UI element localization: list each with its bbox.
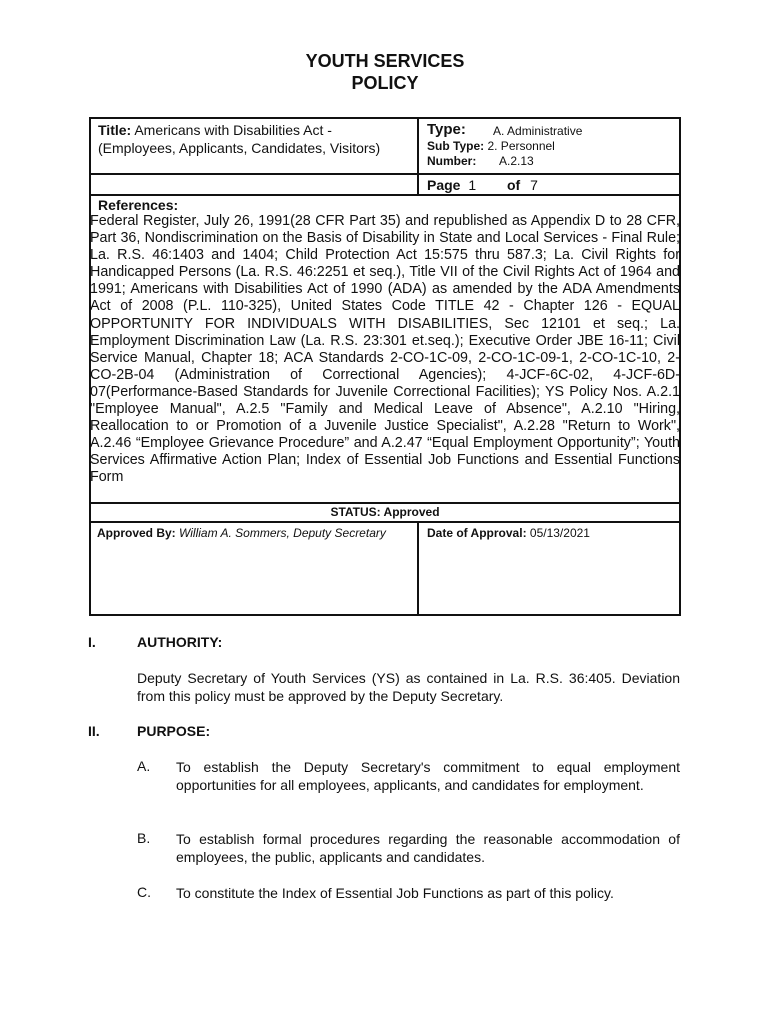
subtype-label: Sub Type: bbox=[427, 139, 485, 153]
date-of-approval-value: 05/13/2021 bbox=[529, 526, 590, 540]
approved-by-value: William A. Sommers, Deputy Secretary bbox=[179, 526, 386, 540]
purpose-item-c-letter: C. bbox=[137, 884, 151, 900]
references-text: Federal Register, July 26, 1991(28 CFR Part 35) and republished as Appendix D to 28 CFR, Part 36, Nondiscrimination on the Basis of Disability in State and Local Services - Final Rule; La. R.S. 46:1403 and 1404; Child Protection Act 15:575 thru 587.3; La. Civil Rights for Handicapped Persons (La. R.S. 46:2251 et seq.), Title VII of the Civil Rights Act of 1964 and 1991; Americans with Disabilities Act of 1990 (ADA) as amended by the ADA Amendments Act of 2008 (P.L. 110-325), United States Code TITLE 42 - Chapter 126 - EQUAL OPPORTUNITY FOR INDIVIDUALS WITH DISABILITIES, Sec 12101 et seq.; La. Employment Discrimination Law (La. R.S. 23:301 et.seq.); Executive Order JBE 16-11; Civil Service Manual, Chapter 18; ACA Standards 2-CO-1C-09, 2-CO-1C-09-1, 2-CO-1C-10, 2-CO-2B-04 (Administration of Correctional Agencies); 4-JCF-6C-02, 4-JCF-6D-07(Performance-Based Standards for Juvenile Correctional Facilities); YS Policy Nos. A.2.1 "Employee Manual", A.2.5 "Family and Medical Leave of Absence", A.2.10 "Hiring, Reallocation to or Promotion of a Juvenile Justice Specialist", A.2.28 "Return to Work", A.2.46 “Employee Grievance Procedure” and A.2.47 “Equal Employment Opportunity”; Youth Services Affirmative Action Plan; Index of Essential Job Functions and Essential Functions Form bbox=[90, 213, 680, 486]
section-heading-purpose: PURPOSE: bbox=[137, 723, 211, 739]
page-total-indicator bbox=[507, 177, 538, 193]
section-number-1: I. bbox=[88, 634, 96, 650]
subtype-row bbox=[427, 139, 555, 154]
document-title-line1: YOUTH SERVICES bbox=[305, 51, 465, 71]
date-of-approval bbox=[427, 526, 590, 541]
page-number: 1 bbox=[468, 177, 477, 193]
number-value: A.2.13 bbox=[499, 154, 534, 168]
references-label: References: bbox=[98, 197, 179, 213]
divider-vertical-top bbox=[417, 117, 419, 195]
purpose-item-a-text: To establish the Deputy Secretary's commitment to equal employment opportunities for all employees, applicants, and candidates for employment. bbox=[176, 759, 680, 793]
type-label: Type: bbox=[427, 121, 466, 138]
purpose-item-b-text: To establish formal procedures regarding the reasonable accommodation of employees, the public, applicants and candidates. bbox=[176, 831, 680, 865]
divider-below-status bbox=[89, 521, 681, 523]
date-of-approval-label: Date of Approval: bbox=[427, 526, 527, 540]
section-number-2: II. bbox=[88, 723, 100, 739]
divider-page-row bbox=[89, 194, 681, 196]
divider-title-row bbox=[89, 173, 681, 175]
approved-by-label: Approved By: bbox=[97, 526, 176, 540]
document-title-line2: POLICY bbox=[351, 73, 419, 93]
status-badge: STATUS: Approved bbox=[330, 505, 440, 519]
page-total: 7 bbox=[530, 177, 538, 193]
section-heading-authority: AUTHORITY: bbox=[137, 634, 223, 650]
title-label: Title: bbox=[98, 122, 132, 138]
approved-by bbox=[97, 526, 386, 541]
policy-title-cell bbox=[98, 122, 332, 139]
purpose-item-c-text: To constitute the Index of Essential Job Functions as part of this policy. bbox=[176, 885, 614, 901]
purpose-item-a-letter: A. bbox=[137, 758, 151, 774]
page-label: Page bbox=[427, 177, 461, 193]
divider-approval bbox=[417, 521, 419, 616]
of-label: of bbox=[507, 177, 521, 193]
title-value-line1: Americans with Disabilities Act - bbox=[134, 122, 332, 138]
type-value: A. Administrative bbox=[493, 124, 583, 138]
title-value-line2: (Employees, Applicants, Candidates, Visitors) bbox=[98, 140, 381, 156]
divider-above-status bbox=[89, 502, 681, 504]
subtype-value: 2. Personnel bbox=[487, 139, 555, 153]
authority-text: Deputy Secretary of Youth Services (YS) as contained in La. R.S. 36:405. Deviation from this policy must be approved by the Deputy Secretary. bbox=[137, 670, 680, 704]
number-label: Number: bbox=[427, 154, 477, 168]
page-indicator bbox=[427, 177, 476, 193]
purpose-item-b-letter: B. bbox=[137, 830, 151, 846]
